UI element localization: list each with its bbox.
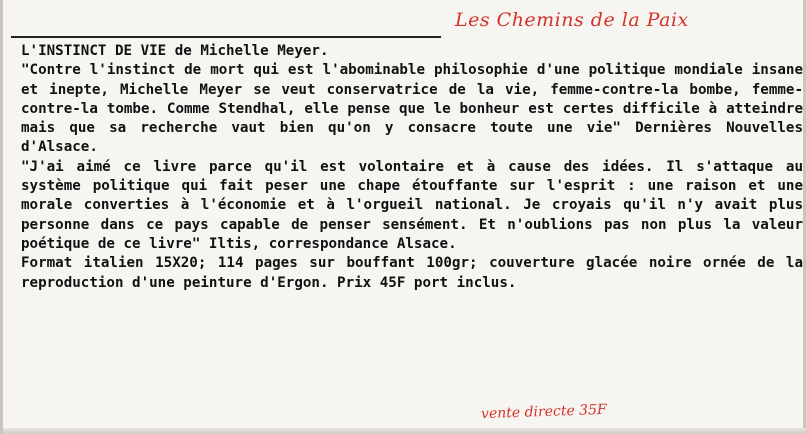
review-quote-dna: "Contre l'instinct de mort qui est l'abominable philosophie d'une politique mondiale insane et inepte, Michelle Meyer se veut conservatrice de la vie, femme-contre-la bombe, femme-contre-la tombe. Comme Stendhal, elle pense que le bonheur est certes difficile à atteindre mais que sa recherche vaut bien qu'on y consacre toute une vie" Dernières Nouvelles d'Alsace.: [21, 62, 803, 156]
handwritten-price-note: vente directe 35F: [480, 401, 607, 423]
handwritten-header-note: Les Chemins de la Paix: [455, 9, 689, 31]
book-title: L'INSTINCT DE VIE: [21, 43, 167, 59]
article-title: [21, 42, 803, 61]
paper-edge: [3, 428, 806, 434]
article-body: [21, 42, 803, 293]
format-and-price: Format italien 15X20; 114 pages sur bouffant 100gr; couverture glacée noire ornée de la reproduction d'une peinture d'Ergon. Prix 45F port inclus.: [21, 255, 803, 291]
review-quote-iltis: "J'ai aimé ce livre parce qu'il est volontaire et à cause des idées. Il s'attaque au système politique qui fait peser une chape étouffante sur l'esprit : une raison et une morale converties à l'économie et à l'orgueil national. Je croyais qu'il n'y avait plus personne dans ce pays capable de penser sensément. Et n'oublions pas non plus la valeur poétique de ce livre" Iltis, correspondance Alsace.: [21, 158, 803, 252]
author-byline: de Michelle Meyer.: [166, 43, 329, 59]
top-rule: [11, 36, 441, 38]
